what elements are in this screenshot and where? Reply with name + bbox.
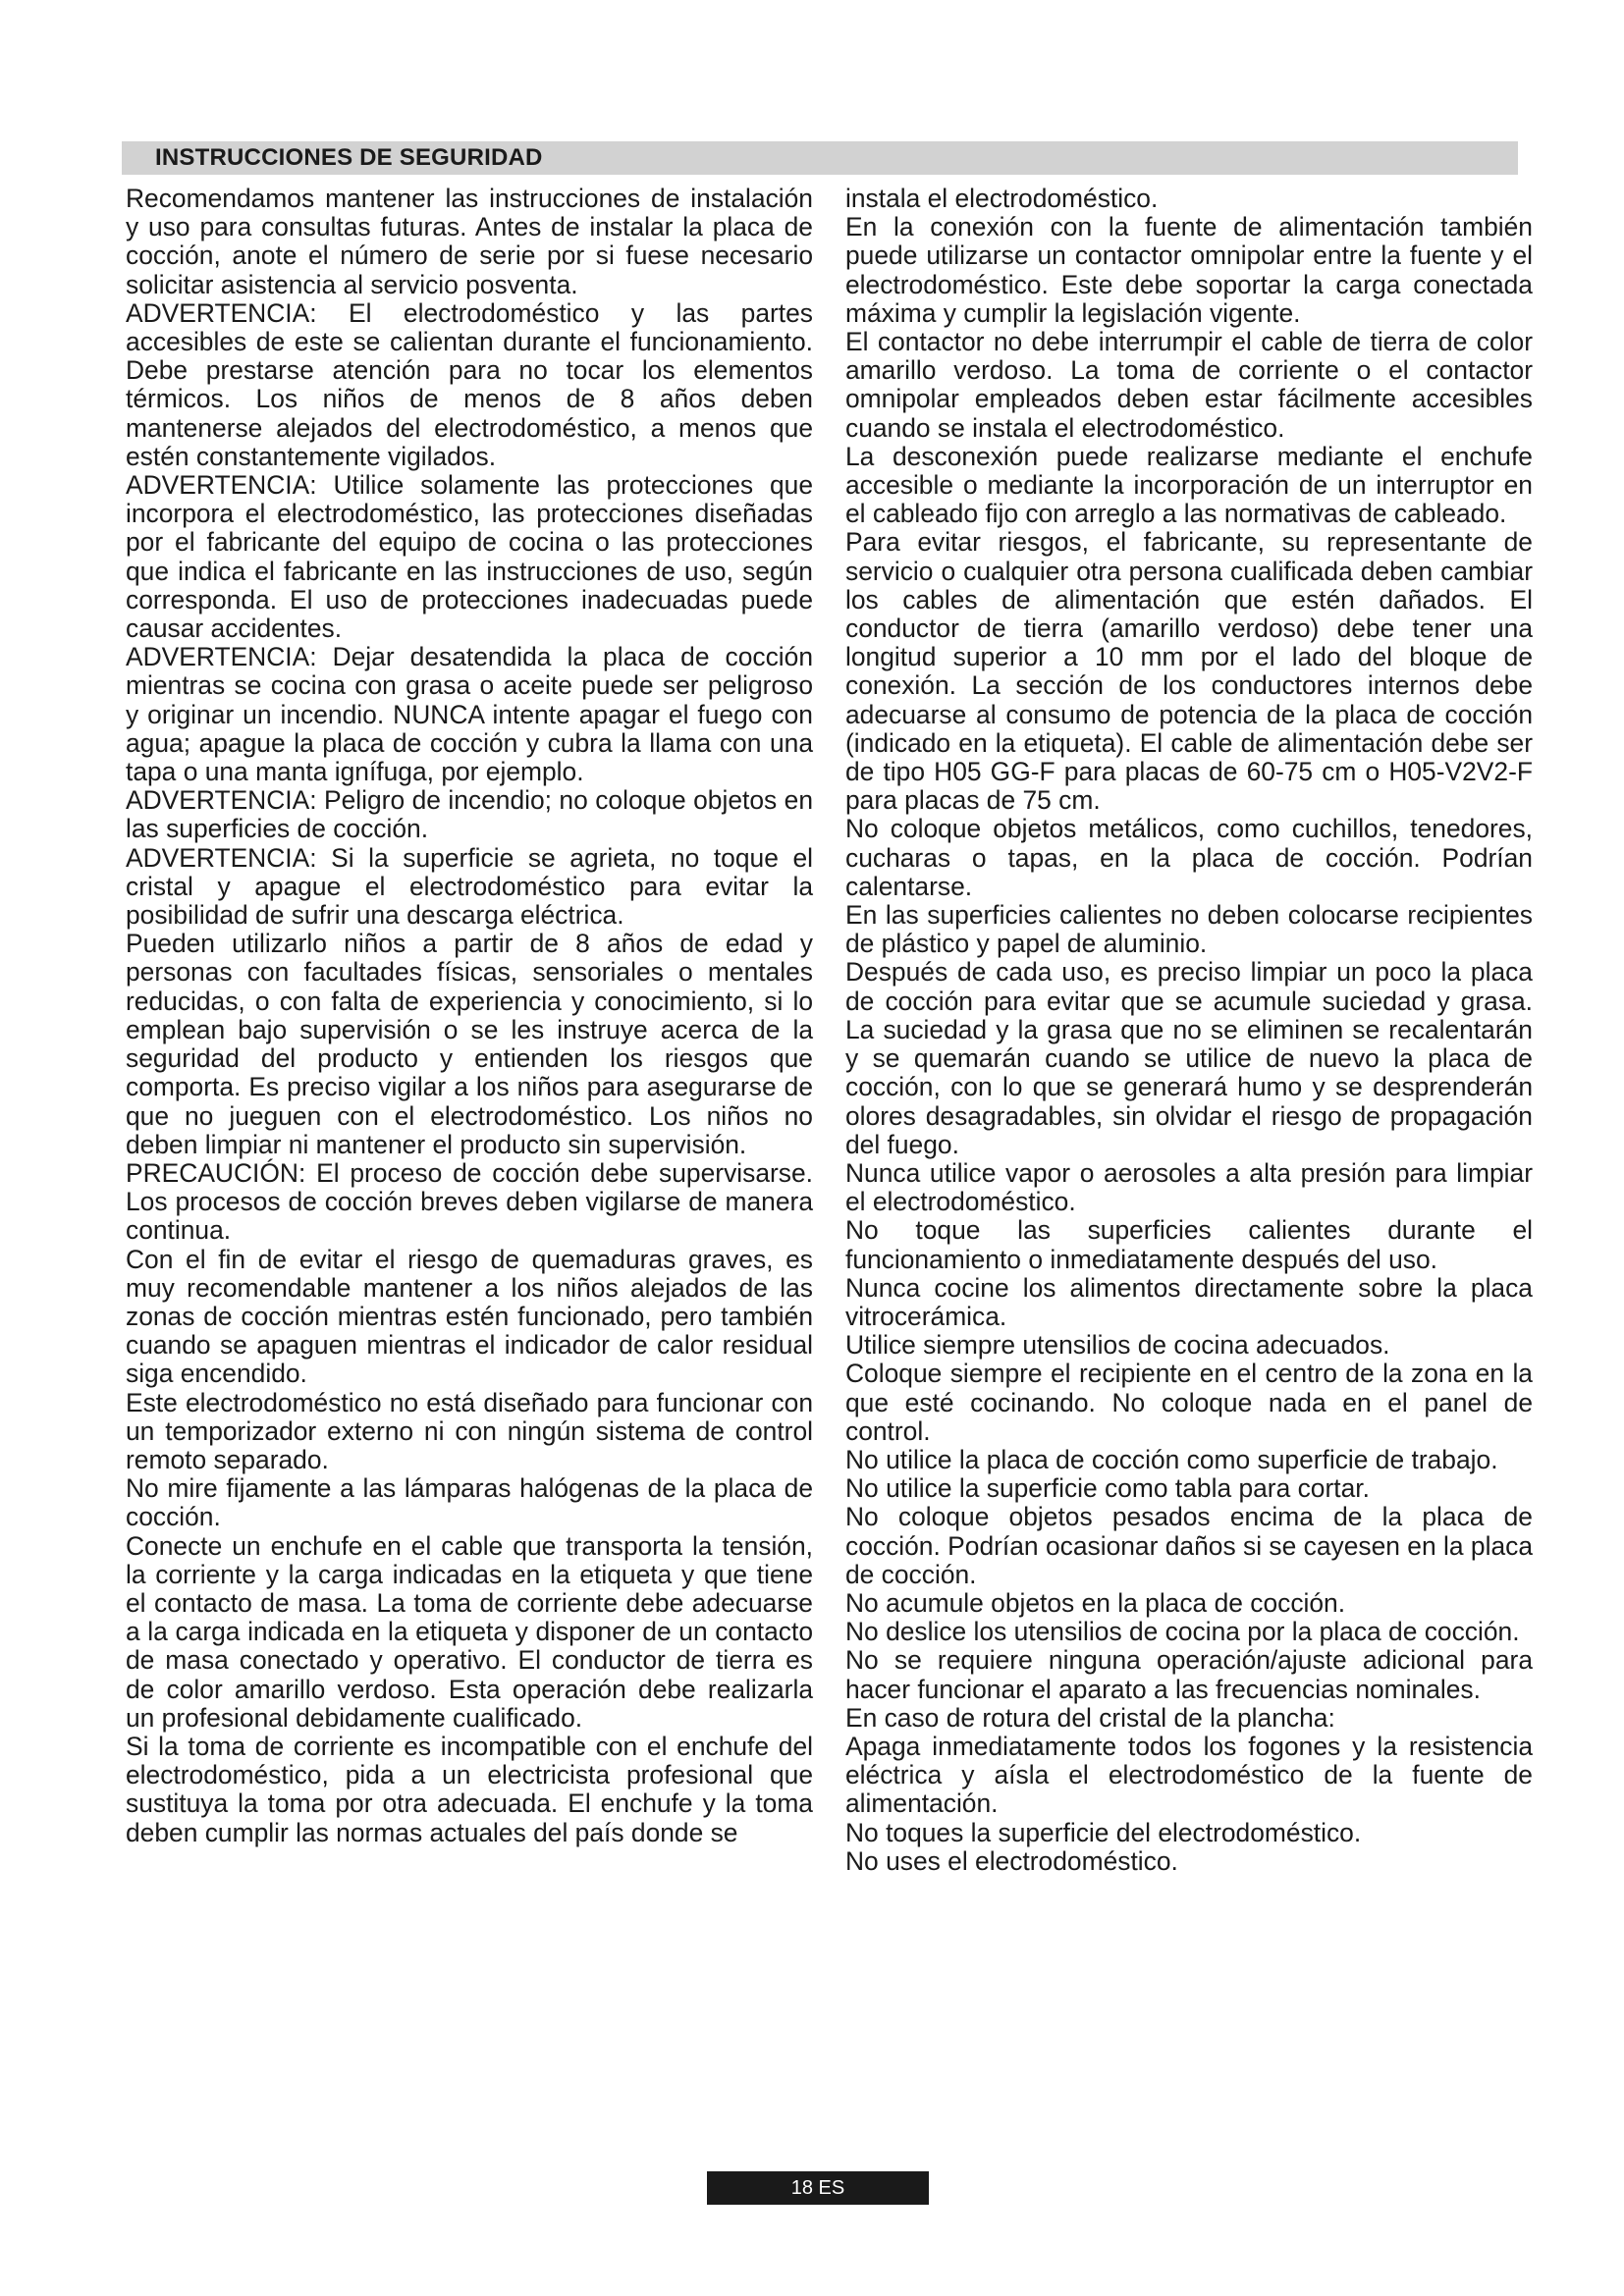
page-number: 18 ES [707,2171,929,2205]
paragraph: ADVERTENCIA: El electrodoméstico y las partes accesibles de este se calientan durante el funcionamiento. Debe prestarse atención para no tocar los elementos térmicos. Los niños de menos de 8 años deben mantenerse alejados del electrodoméstico, a menos que estén constantemente vigilados. [126,297,813,471]
paragraph: Con el fin de evitar el riesgo de quemaduras graves, es muy recomendable mantener a los niños alejados de las zonas de cocción mientras estén funcionado, pero también cuando se apaguen mientras el indicador de calor residual siga encendido. [126,1244,813,1389]
paragraph: En la conexión con la fuente de alimentación también puede utilizarse un contactor omnipolar entre la fuente y el electrodoméstico. Este debe soportar la carga conectada máxima y cumplir la legislación vigente. [845,212,1533,328]
paragraph: No coloque objetos pesados encima de la placa de cocción. Podrían ocasionar daños si se cayesen en la placa de cocción. [845,1502,1533,1589]
paragraph: PRECAUCIÓN: El proceso de cocción debe supervisarse. Los procesos de cocción breves deben vigilarse de manera continua. [126,1157,813,1246]
paragraph: Si la toma de corriente es incompatible con el enchufe del electrodoméstico, pida a un electricista profesional que sustituya la toma por otra adecuada. El enchufe y la toma deben cumplir las normas actuales del país donde se [126,1731,813,1847]
paragraph: Nunca utilice vapor o aerosoles a alta presión para limpiar el electrodoméstico. [845,1157,1533,1217]
paragraph: Pueden utilizarlo niños a partir de 8 años de edad y personas con facultades físicas, sensoriales o mentales reducidas, o con falta de experiencia y conocimiento, si lo emplean bajo supervisión o se les instruye acerca de la seguridad del producto y entienden los riesgos que comporta. Es preciso vigilar a los niños para asegurarse de que no jueguen con el electrodoméstico. Los niños no deben limpiar ni mantener el producto sin supervisión. [126,929,813,1159]
paragraph: La desconexión puede realizarse mediante el enchufe accesible o mediante la incorporación de un interruptor en el cableado fijo con arreglo a las normativas de cableado. [845,441,1533,529]
paragraph: El contactor no debe interrumpir el cable de tierra de color amarillo verdoso. La toma de corriente o el contactor omnipolar empleados deben estar fácilmente accesibles cuando se instala el electrodoméstico. [845,327,1533,443]
right-column [845,185,1533,1876]
paragraph: ADVERTENCIA: Si la superficie se agrieta, no toque el cristal y apague el electrodoméstico para evitar la posibilidad de sufrir una descarga eléctrica. [126,842,813,931]
paragraph: No mire fijamente a las lámparas halógenas de la placa de cocción. [126,1473,813,1532]
paragraph: No toques la superficie del electrodoméstico. [845,1817,1362,1847]
paragraph: No utilice la placa de cocción como superficie de trabajo. [845,1444,1498,1474]
section-title: INSTRUCCIONES DE SEGURIDAD [155,144,543,171]
paragraph: En las superficies calientes no deben colocarse recipientes de plástico y papel de aluminio. [845,900,1533,959]
paragraph: Para evitar riesgos, el fabricante, su representante de servicio o cualquier otra persona cualificada deben cambiar los cables de alimentación que estén dañados. El conductor de tierra (amarillo verdoso) debe tener una longitud superior a 10 mm por el lado del bloque de conexión. La sección de los conductores internos debe adecuarse al consumo de potencia de la placa de cocción (indicado en la etiqueta). El cable de alimentación debe ser de tipo H05 GG-F para placas de 60-75 cm o H05-V2V2-F para placas de 75 cm. [845,527,1533,816]
paragraph: No deslice los utensilios de cocina por la placa de cocción. [845,1617,1520,1647]
paragraph: Nunca cocine los alimentos directamente sobre la placa vitrocerámica. [845,1272,1533,1331]
paragraph: No coloque objetos metálicos, como cuchillos, tenedores, cucharas o tapas, en la placa de cocción. Podrían calentarse. [845,814,1533,901]
paragraph: En caso de rotura del cristal de la plancha: [845,1702,1335,1733]
paragraph: ADVERTENCIA: Dejar desatendida la placa de cocción mientras se cocina con grasa o aceite puede ser peligroso y originar un incendio. NUNCA intente apagar el fuego con agua; apague la placa de cocción y cubra la llama con una tapa o una manta ignífuga, por ejemplo. [126,642,813,787]
paragraph: ADVERTENCIA: Peligro de incendio; no coloque objetos en las superficies de cocción. [126,785,813,844]
paragraph: Este electrodoméstico no está diseñado para funcionar con un temporizador externo ni con ningún sistema de control remoto separado. [126,1387,813,1474]
paragraph: Conecte un enchufe en el cable que transporta la tensión, la corriente y la carga indicadas en la etiqueta y que tiene el contacto de masa. La toma de corriente debe adecuarse a la carga indicada en la etiqueta y disponer de un contacto de masa conectado y operativo. El conductor de tierra es de color amarillo verdoso. Esta operación debe realizarla un profesional debidamente cualificado. [126,1530,813,1733]
section-header-bar [122,141,1518,175]
paragraph: Utilice siempre utensilios de cocina adecuados. [845,1330,1390,1361]
paragraph: Apaga inmediatamente todos los fogones y la resistencia eléctrica y aísla el electrodoméstico de la fuente de alimentación. [845,1731,1533,1819]
left-column [126,185,813,1847]
paragraph: No se requiere ninguna operación/ajuste adicional para hacer funcionar el aparato a las frecuencias nominales. [845,1645,1533,1704]
paragraph: Coloque siempre el recipiente en el centro de la zona en la que esté cocinando. No coloque nada en el panel de control. [845,1359,1533,1446]
paragraph: No toque las superficies calientes durante el funcionamiento o inmediatamente después del uso. [845,1215,1533,1274]
paragraph: No utilice la superficie como tabla para cortar. [845,1473,1370,1504]
paragraph: No uses el electrodoméstico. [845,1845,1178,1876]
paragraph: ADVERTENCIA: Utilice solamente las protecciones que incorpora el electrodoméstico, las protecciones diseñadas por el fabricante del equipo de cocina o las protecciones que indica el fabricante en las instrucciones de uso, según corresponda. El uso de protecciones inadecuadas puede causar accidentes. [126,470,813,644]
paragraph: Después de cada uso, es preciso limpiar un poco la placa de cocción para evitar que se acumule suciedad y grasa. La suciedad y la grasa que no se eliminen se recalentarán y se quemarán cuando se utilice de nuevo la placa de cocción, con lo que se generará humo y se desprenderán olores desagradables, sin olvidar el riesgo de propagación del fuego. [845,957,1533,1159]
paragraph: No acumule objetos en la placa de cocción. [845,1587,1346,1618]
paragraph: Recomendamos mantener las instrucciones de instalación y uso para consultas futuras. Antes de instalar la placa de cocción, anote el número de serie por si fuese necesario solicitar asistencia al servicio posventa. [126,184,813,299]
paragraph: instala el electrodoméstico. [845,184,1159,213]
